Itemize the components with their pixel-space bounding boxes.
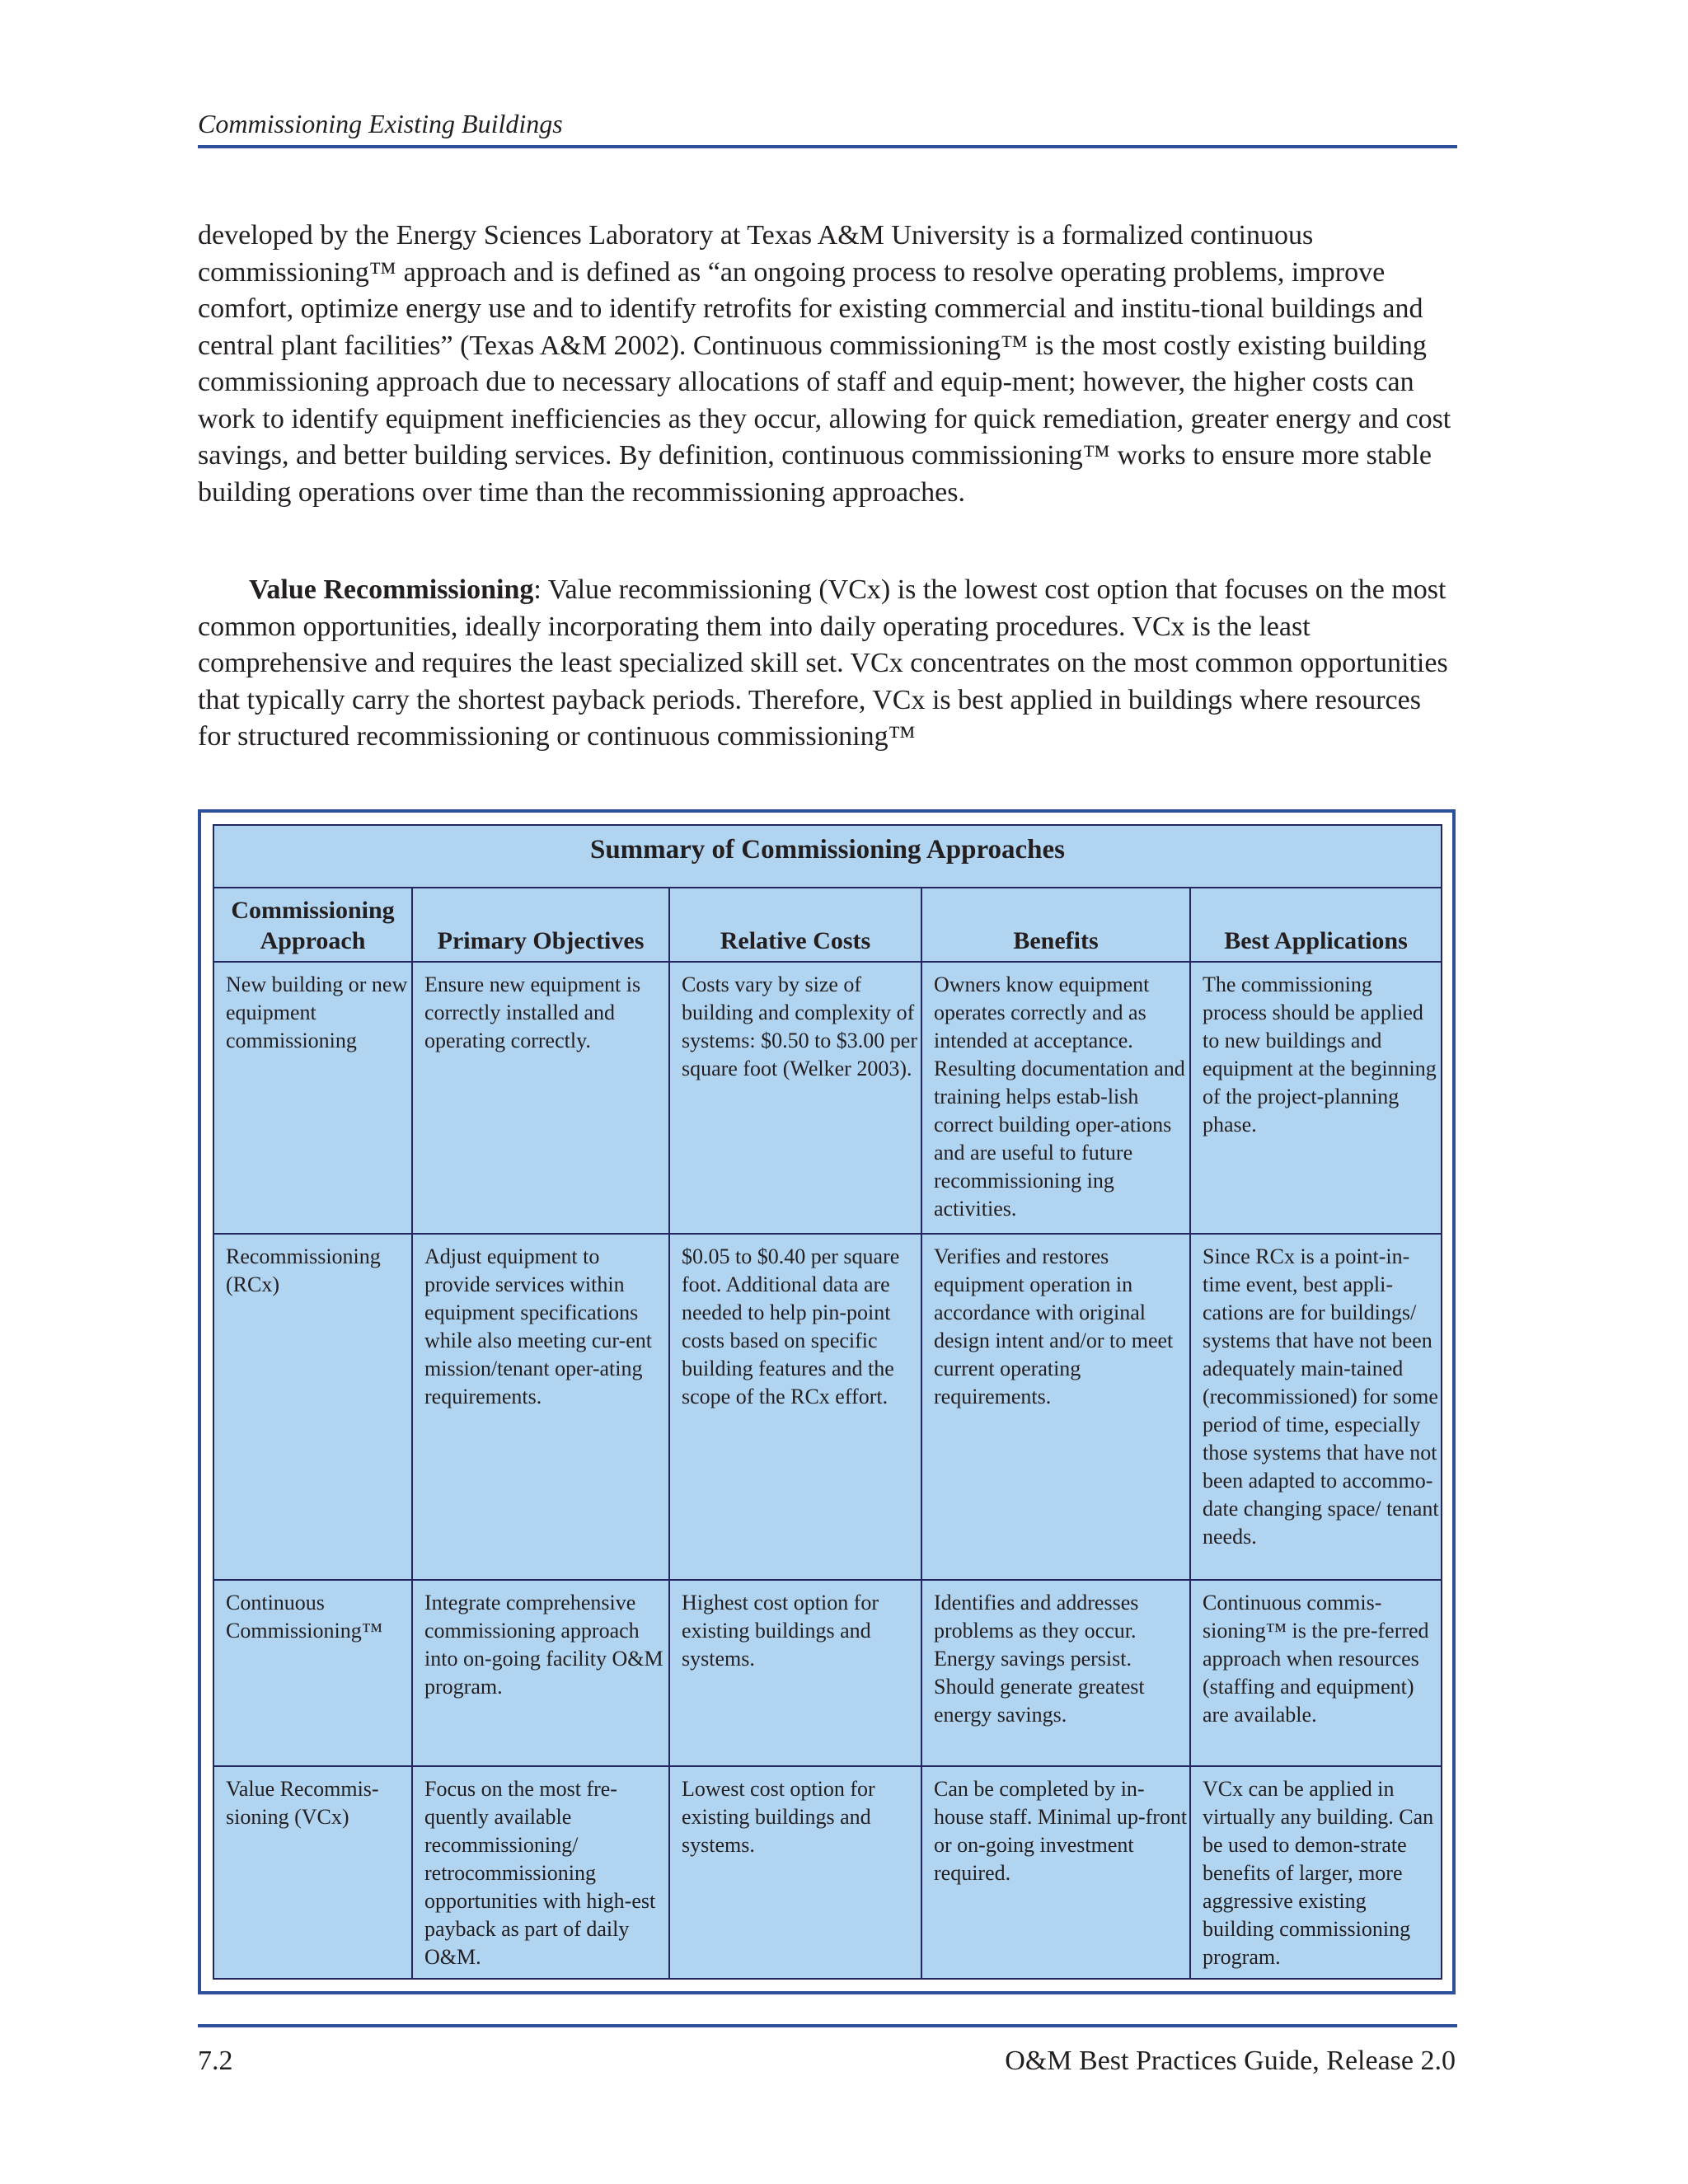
column-header: Primary Objectives [412, 888, 669, 962]
table-row [213, 1766, 1442, 1979]
table-cell: Costs vary by size of building and complexity of systems: $0.50 to $3.00 per square foot (Welker 2003). [669, 962, 921, 1234]
table-cell: New building or new equipment commissioning [213, 962, 412, 1234]
table-cell: Focus on the most fre-quently available recommissioning/ retrocommissioning opportunities with high-est payback as part of daily O&M. [412, 1766, 669, 1979]
table-cell: Owners know equipment operates correctly and as intended at acceptance. Resulting documentation and training helps estab-lish correct building oper-ations and are useful to future recommissioning ing activities. [921, 962, 1190, 1234]
summary-table [213, 824, 1442, 1980]
table-title: Summary of Commissioning Approaches [213, 825, 1442, 888]
table-row [213, 962, 1442, 1234]
table-cell: The commissioning process should be applied to new buildings and equipment at the beginning of the project-planning phase. [1190, 962, 1442, 1234]
table-cell: Continuous commis-sioning™ is the pre-ferred approach when resources (staffing and equipment) are available. [1190, 1580, 1442, 1766]
table-row [213, 1580, 1442, 1766]
table-cell: Ensure new equipment is correctly installed and operating correctly. [412, 962, 669, 1234]
table-cell: Value Recommis-sioning (VCx) [213, 1766, 412, 1979]
column-header: Benefits [921, 888, 1190, 962]
page-number: 7.2 [198, 2046, 233, 2076]
guide-title: O&M Best Practices Guide, Release 2.0 [1005, 2046, 1456, 2076]
table-cell: Identifies and addresses problems as they occur. Energy savings persist. Should generate greatest energy savings. [921, 1580, 1190, 1766]
table-cell: Highest cost option for existing buildings and systems. [669, 1580, 921, 1766]
paragraph-2-text: : Value recommissioning (VCx) is the lowest cost option that focuses on the most common opportunities, ideally incorporating them into daily operating procedures. VCx is the least comprehensive and requires the least specialized skill set. VCx concentrates on the most common opportunities that typically carry the shortest payback periods. Therefore, VCx is best applied in buildings where resources for structured recommissioning or continuous commissioning™ [198, 574, 1448, 752]
paragraph-2-heading: Value Recommissioning [249, 574, 534, 605]
table-caption-row [213, 825, 1442, 888]
table-cell: Can be completed by in-house staff. Minimal up-front or on-going investment required. [921, 1766, 1190, 1979]
column-header: Relative Costs [669, 888, 921, 962]
table-cell: Integrate comprehensive commissioning approach into on-going facility O&M program. [412, 1580, 669, 1766]
table-cell: Verifies and restores equipment operation in accordance with original design intent and/or to meet current operating requirements. [921, 1234, 1190, 1580]
table-row [213, 1234, 1442, 1580]
column-header: Best Applications [1190, 888, 1442, 962]
paragraph-1-text: developed by the Energy Sciences Laboratory at Texas A&M University is a formalized continuous commissioning™ approach and is defined as “an ongoing process to resolve operating problems, improve comfort, optimize energy use and to identify retrofits for existing commercial and institu-tional buildings and central plant facilities” (Texas A&M 2002). Continuous commissioning™ is the most costly existing building commissioning approach due to necessary allocations of staff and equip-ment; however, the higher costs can work to identify equipment inefficiencies as they occur, allowing for quick remediation, greater energy and cost savings, and better building services. By definition, continuous commissioning™ works to ensure more stable building operations over time than the recommissioning approaches. [198, 220, 1451, 508]
footer-rule [198, 2024, 1457, 2027]
table-header-row [213, 888, 1442, 962]
table-cell: $0.05 to $0.40 per square foot. Additional data are needed to help pin-point costs based on specific building features and the scope of the RCx effort. [669, 1234, 921, 1580]
column-header: Commissioning Approach [213, 888, 412, 962]
paragraph-2 [198, 572, 1459, 756]
table-cell: Since RCx is a point-in-time event, best appli-cations are for buildings/ systems that have not been adequately main-tained (recommissioned) for some period of time, especially those systems that have not been adapted to accommo-date changing space/ tenant needs. [1190, 1234, 1442, 1580]
header-rule [198, 145, 1457, 148]
table-cell: Recommissioning (RCx) [213, 1234, 412, 1580]
running-header: Commissioning Existing Buildings [198, 109, 563, 138]
table-cell: Lowest cost option for existing buildings and systems. [669, 1766, 921, 1979]
table-cell: Continuous Commissioning™ [213, 1580, 412, 1766]
body-paragraph-1 [198, 218, 1459, 511]
body-paragraph-2 [198, 572, 1459, 756]
table-cell: Adjust equipment to provide services within equipment specifications while also meeting cur-ent mission/tenant oper-ating requirements. [412, 1234, 669, 1580]
table-cell: VCx can be applied in virtually any building. Can be used to demon-strate benefits of larger, more aggressive existing building commissioning program. [1190, 1766, 1442, 1979]
